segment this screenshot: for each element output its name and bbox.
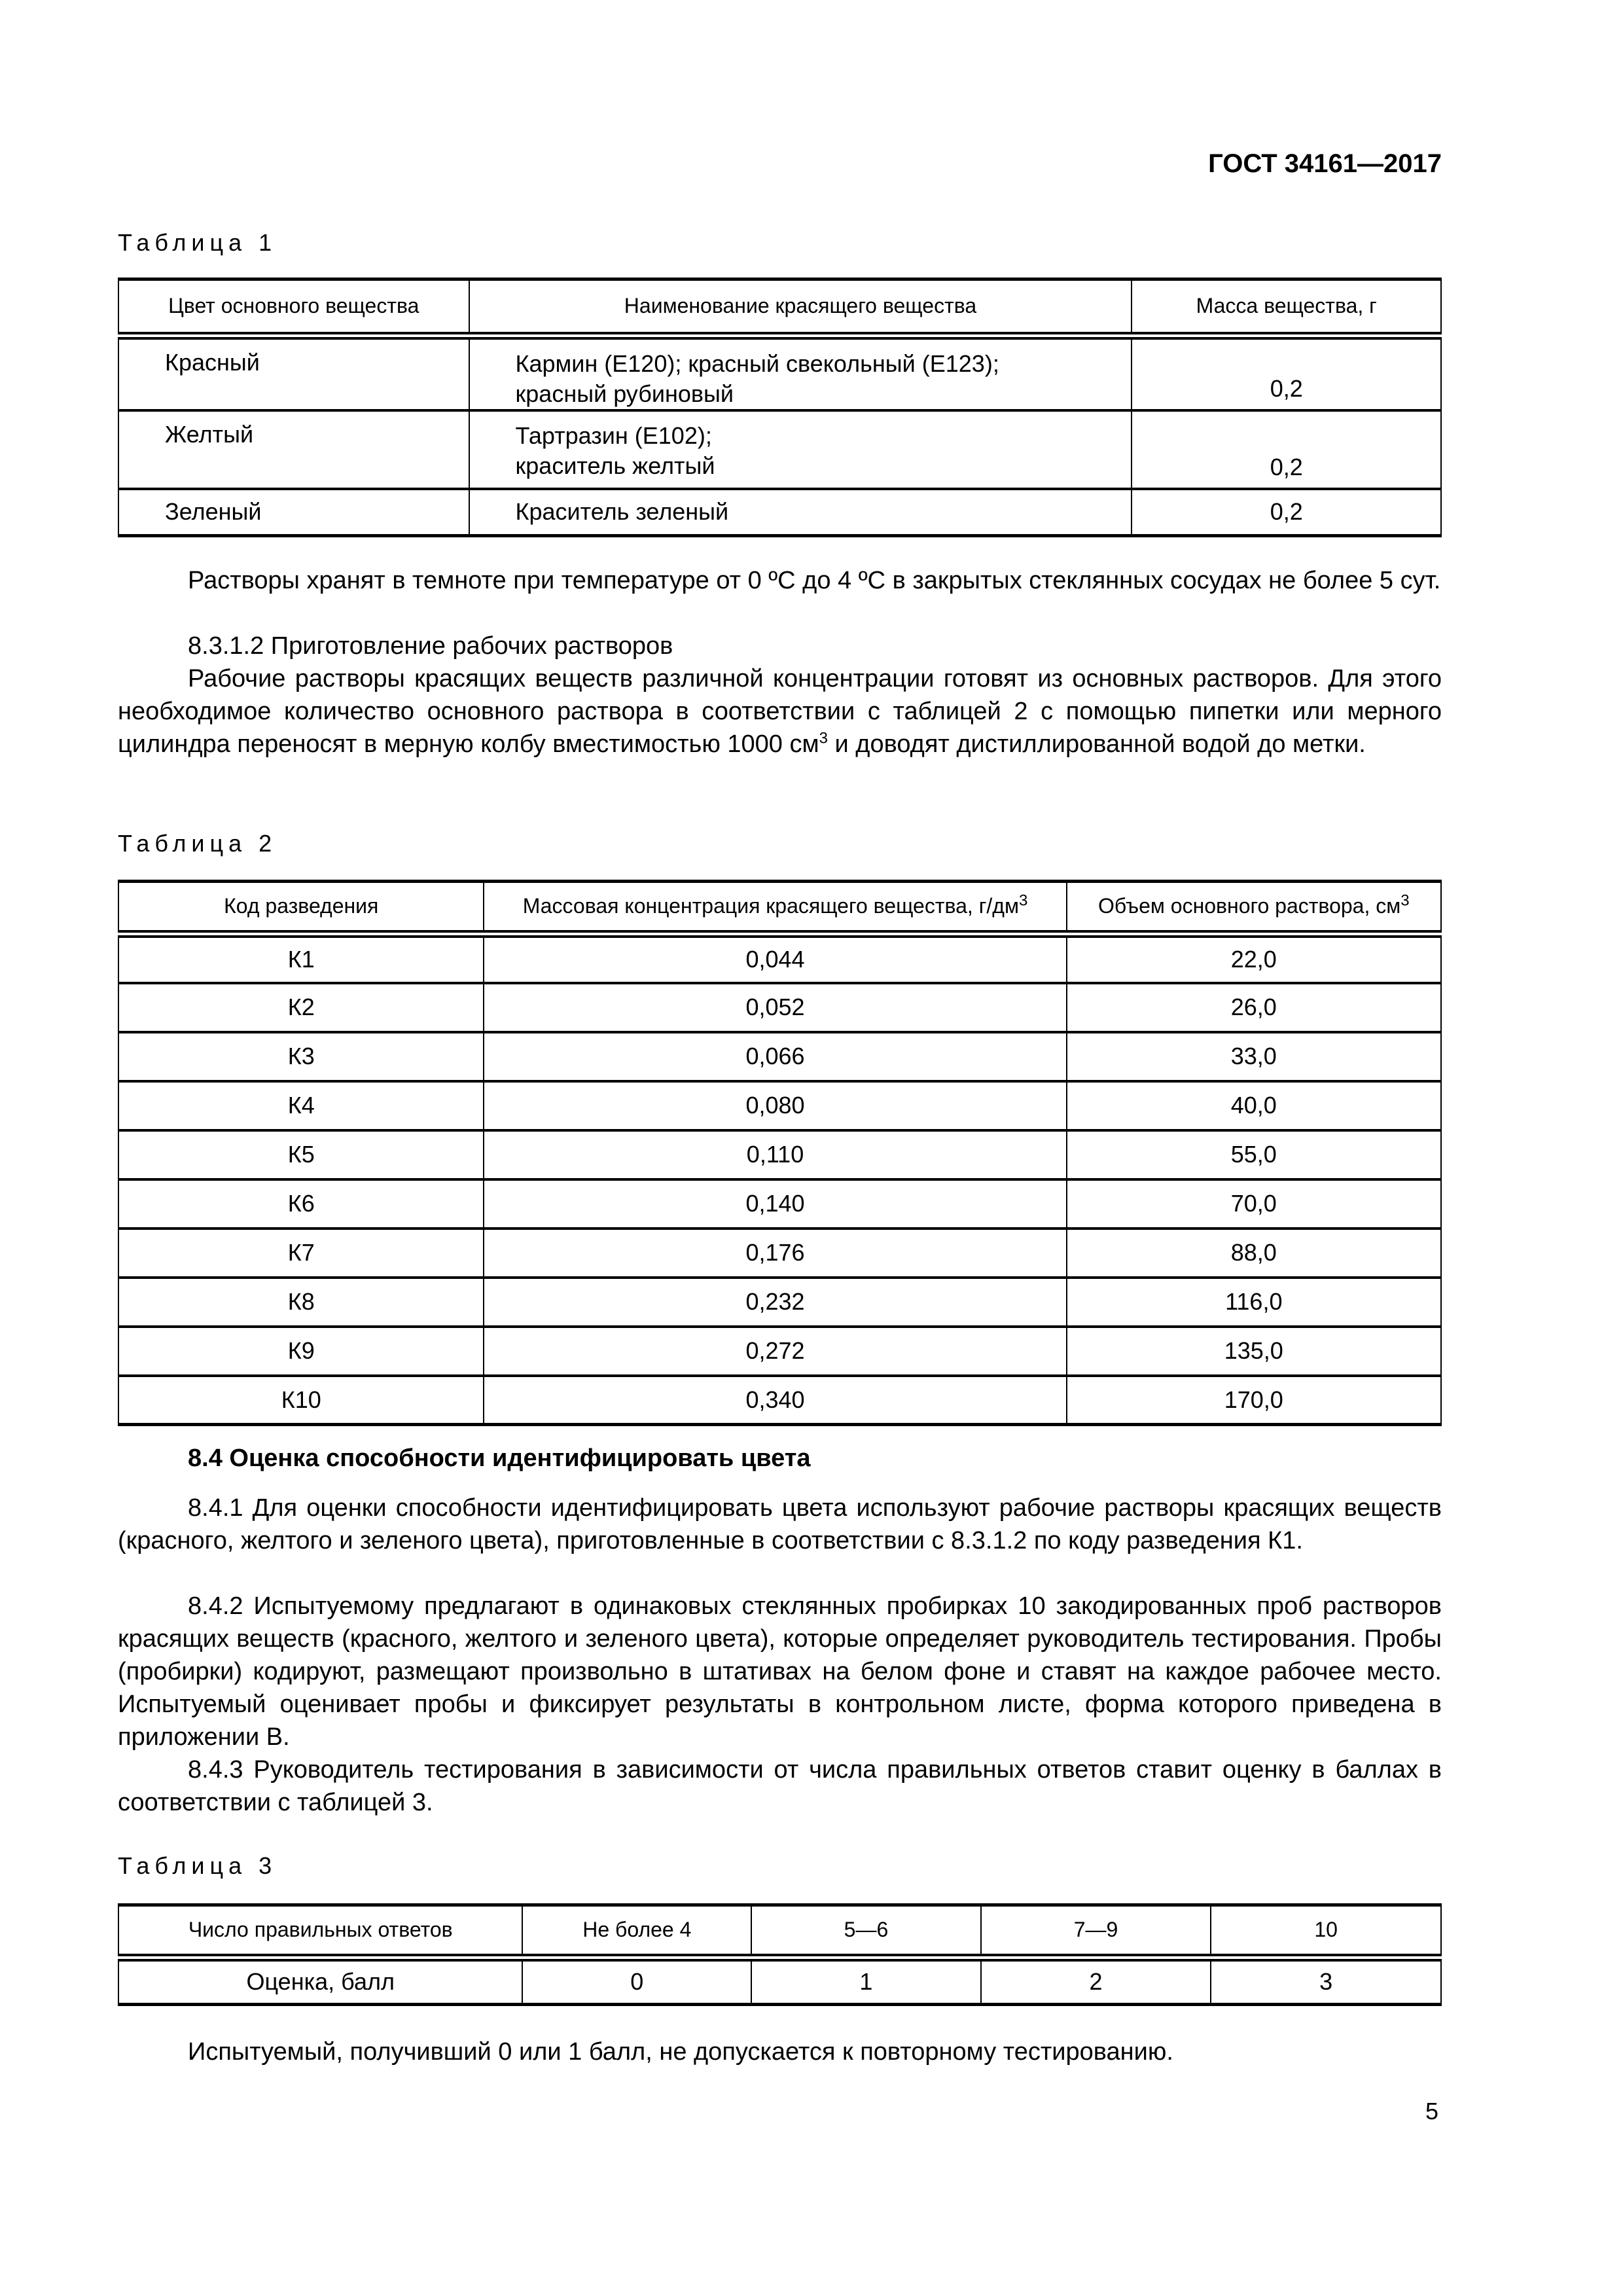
table2-col-volume: Объем основного раствора, $см^3$ (1067, 882, 1441, 934)
table2-code-cell: К7 (118, 1229, 484, 1278)
table3-header-row (118, 1905, 1441, 1958)
paragraph-842: 8.4.2 Испытуемому предлагают в одинаковых стеклянных пробирках 10 закодированных проб растворов красящих веществ (красного, желтого и зеленого цвета), которые определяет руководитель тестирования. Пробы (пробирки) кодируют, размещают произвольно в штативах на белом фоне и ставят на каждое рабочее место. Испытуемый оценивает пробы и фиксирует результаты в контрольном листе, форма которого приведена в приложении В. (118, 1592, 1442, 1751)
table-row (118, 1376, 1441, 1425)
table3-score-label: Оценка, балл (118, 1958, 522, 2005)
table2-concentration-cell: 0,080 (484, 1081, 1066, 1130)
table2-volume-cell: 70,0 (1067, 1179, 1441, 1229)
table2-label: Таблица 2 (118, 830, 277, 857)
table2-code-cell: К4 (118, 1081, 484, 1130)
table3-score-cell: 0 (522, 1958, 751, 2005)
table-row (118, 1032, 1441, 1081)
table3 (118, 1903, 1442, 2006)
section-84-heading: 8.4 Оценка способности идентифицировать цвета (188, 1444, 811, 1472)
table2-concentration-cell: 0,272 (484, 1327, 1066, 1376)
closing-paragraph: Испытуемый, получивший 0 или 1 балл, не допускается к повторному тестированию. (188, 2038, 1173, 2066)
table-row (118, 934, 1441, 983)
table-row (118, 983, 1441, 1032)
table2-concentration-cell: 0,044 (484, 934, 1066, 983)
table1-label: Таблица 1 (118, 229, 277, 256)
paragraph-841: 8.4.1 Для оценки способности идентифицировать цвета используют рабочие растворы красящих веществ (красного, желтого и зеленого цвета), приготовленные в соответствии с 8.3.1.2 по коду разведения К1. (118, 1494, 1442, 1554)
table-row (118, 1278, 1441, 1327)
table2-volume-cell: 55,0 (1067, 1130, 1441, 1179)
table2-code-cell: К6 (118, 1179, 484, 1229)
table3-col-range: 7—9 (981, 1905, 1211, 1958)
table2-volume-cell: 22,0 (1067, 934, 1441, 983)
table3-score-cell: 2 (981, 1958, 1211, 2005)
table1-color-cell: Желтый (118, 410, 469, 489)
table2-concentration-cell: 0,140 (484, 1179, 1066, 1229)
section-8312-heading: 8.3.1.2 Приготовление рабочих растворов (188, 632, 673, 660)
table3-col-range: Не более 4 (522, 1905, 751, 1958)
table2-concentration-cell: 0,066 (484, 1032, 1066, 1081)
table2-volume-cell: 40,0 (1067, 1081, 1441, 1130)
table2-concentration-cell: 0,176 (484, 1229, 1066, 1278)
table3-score-cell: 1 (751, 1958, 981, 2005)
table1-col-color: Цвет основного вещества (118, 279, 469, 336)
paragraph-843: 8.4.3 Руководитель тестирования в зависимости от числа правильных ответов ставит оценку в баллах в соответствии с таблицей 3. (118, 1756, 1442, 1816)
table-row (118, 489, 1441, 536)
table1-header-row (118, 279, 1441, 336)
document-code: ГОСТ 34161—2017 (1208, 149, 1442, 178)
table2-code-cell: К9 (118, 1327, 484, 1376)
table1-color-cell: Зеленый (118, 489, 469, 536)
table1-mass-cell: 0,2 (1132, 410, 1441, 489)
table-row (118, 1081, 1441, 1130)
table2-col-concentration: Массовая концентрация красящего вещества, $г/дм^3$ (484, 882, 1066, 934)
table-row (118, 1958, 1441, 2005)
table2-volume-cell: 170,0 (1067, 1376, 1441, 1425)
table3-col-range: 5—6 (751, 1905, 981, 1958)
table1-col-name: Наименование красящего вещества (469, 279, 1132, 336)
table2-concentration-cell: 0,340 (484, 1376, 1066, 1425)
table-row (118, 410, 1441, 489)
table2-volume-cell: 88,0 (1067, 1229, 1441, 1278)
table1-col-mass: Масса вещества, г (1132, 279, 1441, 336)
table2-volume-cell: 26,0 (1067, 983, 1441, 1032)
table1-name-cell: Тартразин (Е102); краситель желтый (469, 410, 1132, 489)
table3-col-range: 10 (1211, 1905, 1441, 1958)
table2-code-cell: К3 (118, 1032, 484, 1081)
working-solutions-paragraph: Рабочие растворы красящих веществ различной концентрации готовят из основных растворов. Для этого необходимое количество основного раствора в соответствии с таблицей 2 с помощью пипетки или мерного цилиндра переносят в мерную колбу вместимостью 1000 $см^3$ и доводят дистиллированной водой до метки. (118, 665, 1442, 758)
table-row (118, 336, 1441, 410)
table2-concentration-cell: 0,110 (484, 1130, 1066, 1179)
table3-score-cell: 3 (1211, 1958, 1441, 2005)
table1-mass-cell: 0,2 (1132, 336, 1441, 410)
table2-concentration-cell: 0,052 (484, 983, 1066, 1032)
table1-mass-cell: 0,2 (1132, 489, 1441, 536)
table-row (118, 1327, 1441, 1376)
table1-color-cell: Красный (118, 336, 469, 410)
table3-col-answers: Число правильных ответов (118, 1905, 522, 1958)
table1 (118, 278, 1442, 537)
table2-col-code: Код разведения (118, 882, 484, 934)
storage-paragraph: Растворы хранят в темноте при температуре от 0 ºС до 4 ºС в закрытых стеклянных сосудах не более 5 сут. (188, 567, 1441, 594)
table2-code-cell: К8 (118, 1278, 484, 1327)
table3-label: Таблица 3 (118, 1852, 277, 1879)
table2-volume-cell: 116,0 (1067, 1278, 1441, 1327)
table2-header-row (118, 882, 1441, 934)
table2-volume-cell: 135,0 (1067, 1327, 1441, 1376)
page-number: 5 (1425, 2098, 1438, 2125)
table-row (118, 1229, 1441, 1278)
table2-code-cell: К1 (118, 934, 484, 983)
table2-concentration-cell: 0,232 (484, 1278, 1066, 1327)
table-row (118, 1130, 1441, 1179)
table2-code-cell: К10 (118, 1376, 484, 1425)
table-row (118, 1179, 1441, 1229)
table2-code-cell: К2 (118, 983, 484, 1032)
table1-name-cell: Кармин (Е120); красный свекольный (Е123); красный рубиновый (469, 336, 1132, 410)
table2-volume-cell: 33,0 (1067, 1032, 1441, 1081)
table2 (118, 880, 1442, 1426)
table1-name-cell: Краситель зеленый (469, 489, 1132, 536)
table2-code-cell: К5 (118, 1130, 484, 1179)
